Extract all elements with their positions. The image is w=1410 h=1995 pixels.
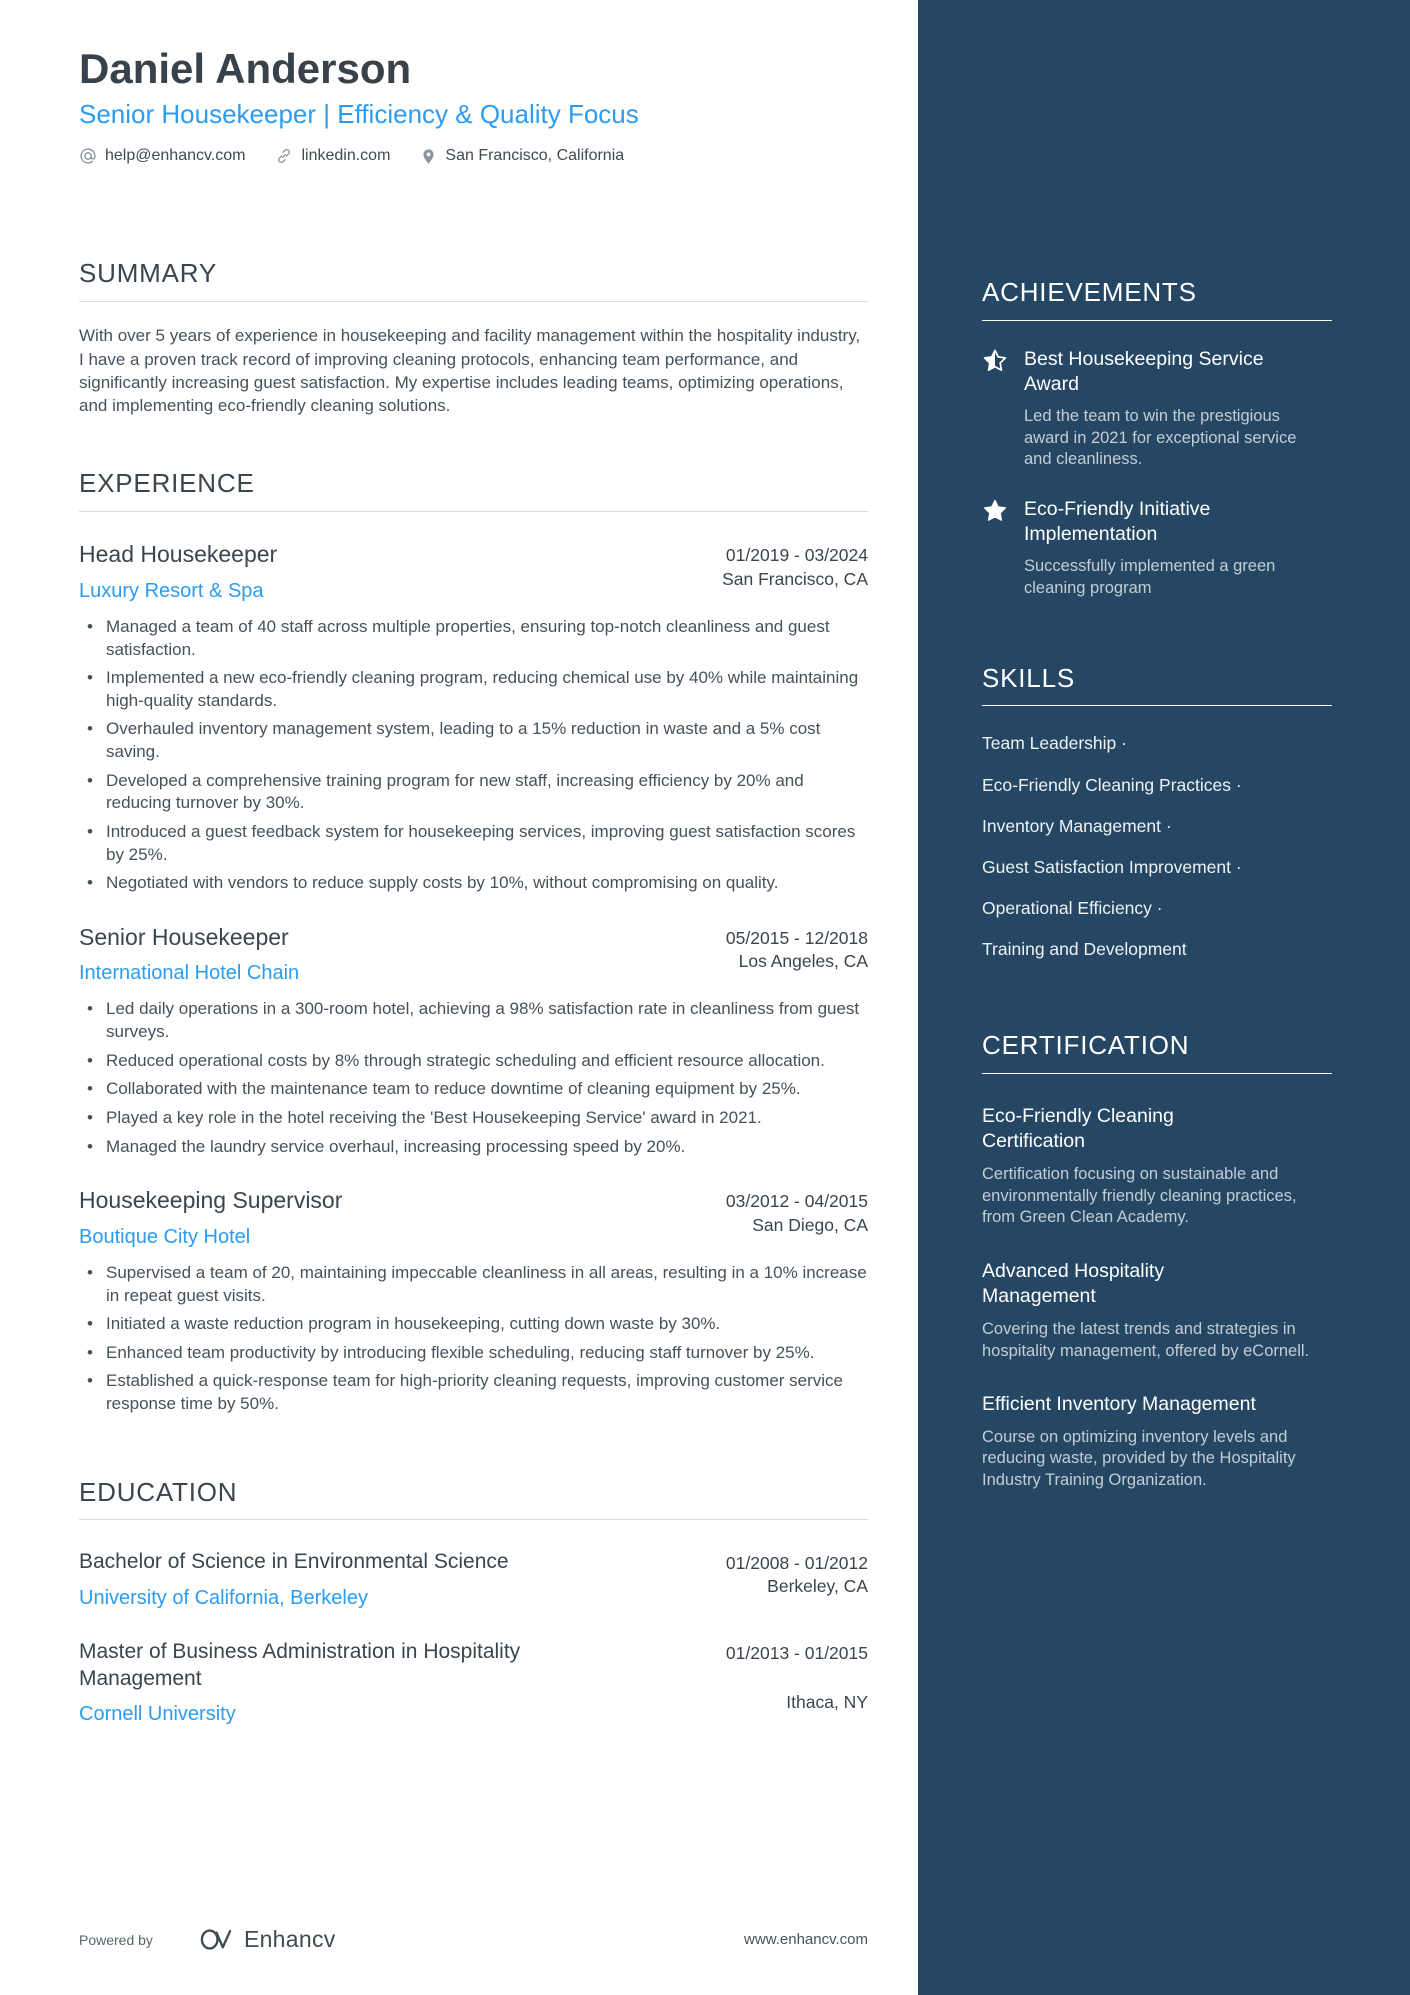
- skills-heading: SKILLS: [982, 664, 1332, 707]
- achievement-title: Eco-Friendly Initiative Implementation: [1024, 498, 1211, 546]
- degree: Bachelor of Science in Environmental Science: [79, 1550, 509, 1574]
- at-icon: [79, 147, 97, 165]
- location-pin-icon: [420, 148, 437, 165]
- achievement-text: [1024, 347, 1304, 471]
- brand-name: Enhancv: [243, 1926, 336, 1952]
- degree: Master of Business Administration in Hospitality Management: [79, 1639, 521, 1691]
- education-location: Berkeley, CA: [767, 1575, 868, 1596]
- school-link[interactable]: Cornell University: [79, 1703, 236, 1726]
- bullet-item: • Established a quick-response team for high-priority cleaning requests, improving customer service response time by 50%.: [79, 1370, 868, 1415]
- job-entry: [79, 540, 868, 894]
- certification-description: Course on optimizing inventory levels and reducing waste, provided by the Hospitality Industry Training Organization.: [982, 1427, 1296, 1490]
- bullet-item: • Introduced a guest feedback system for housekeeping services, improving guest satisfaction scores by 25%.: [79, 821, 868, 866]
- summary-section: [79, 259, 868, 417]
- star-half-icon: [982, 348, 1008, 374]
- skill-item: Team Leadership ·: [982, 733, 1127, 754]
- bullet-item: • Developed a comprehensive training program for new staff, increasing efficiency by 20% and reducing turnover by 30%.: [79, 770, 868, 815]
- experience-section: [79, 469, 868, 1421]
- bullet-item: • Managed the laundry service overhaul, increasing processing speed by 20%.: [79, 1136, 868, 1159]
- education-school-row: [79, 1692, 868, 1726]
- school-link[interactable]: University of California, Berkeley: [79, 1586, 368, 1609]
- company-link[interactable]: Boutique City Hotel: [79, 1225, 251, 1248]
- achievement-item: [982, 497, 1332, 599]
- bullet-item: • Collaborated with the maintenance team to reduce downtime of cleaning equipment by 25%.: [79, 1078, 868, 1101]
- bullet-item: • Overhauled inventory management system, leading to a 15% reduction in waste and a 5% cost saving.: [79, 718, 868, 763]
- job-dates: 01/2019 - 03/2024: [725, 545, 868, 566]
- achievements-heading: ACHIEVEMENTS: [982, 278, 1332, 321]
- header: [79, 46, 868, 165]
- job-company-row: [79, 951, 868, 985]
- bullet-item: • Played a key role in the hotel receiving the 'Best Housekeeping Service' award in 2021.: [79, 1107, 868, 1130]
- contact-location: [420, 147, 624, 165]
- bullet-item: • Managed a team of 40 staff across multiple properties, ensuring top-notch cleanliness and guest satisfaction.: [79, 616, 868, 661]
- skill-item: Guest Satisfaction Improvement ·: [982, 856, 1242, 877]
- job-location: San Diego, CA: [752, 1214, 868, 1235]
- powered-by-label: Powered by: [79, 1931, 153, 1948]
- job-position: Senior Housekeeper: [79, 923, 289, 950]
- job-title-row: [79, 540, 868, 569]
- bullet-item: • Implemented a new eco-friendly cleaning program, reducing chemical use by 40% while maintaining high-quality standards.: [79, 667, 868, 712]
- certification-description: Certification focusing on sustainable and environmentally friendly cleaning practices, from Green Clean Academy.: [982, 1164, 1297, 1227]
- education-title-row: [79, 1548, 868, 1575]
- person-name: Daniel Anderson: [79, 45, 412, 92]
- education-dates: 01/2008 - 01/2012: [725, 1553, 868, 1574]
- link-icon: [275, 147, 293, 165]
- job-bullets: [79, 1262, 868, 1416]
- skills-section: [982, 664, 1332, 960]
- achievement-title: Best Housekeeping Service Award: [1024, 347, 1264, 395]
- job-dates: 05/2015 - 12/2018: [725, 927, 868, 948]
- job-location: San Francisco, CA: [722, 569, 868, 590]
- education-school-row: [79, 1576, 868, 1610]
- job-bullets: [79, 998, 868, 1158]
- bullet-item: • Supervised a team of 20, maintaining impeccable cleanliness in all areas, resulting in a 10% increase in repeat guest visits.: [79, 1262, 868, 1307]
- achievement-description: Led the team to win the prestigious award in 2021 for exceptional service and cleanliness.: [1024, 406, 1297, 469]
- job-dates: 03/2012 - 04/2015: [725, 1191, 868, 1212]
- education-dates: 01/2013 - 01/2015: [725, 1642, 868, 1663]
- education-location: Ithaca, NY: [786, 1692, 868, 1713]
- job-position: Head Housekeeper: [79, 541, 278, 568]
- summary-heading: SUMMARY: [79, 259, 868, 302]
- experience-heading: EXPERIENCE: [79, 469, 868, 512]
- headline: Senior Housekeeper | Efficiency & Quality Focus: [79, 99, 639, 130]
- job-entry: [79, 923, 868, 1158]
- certification-title: Efficient Inventory Management: [982, 1393, 1256, 1416]
- achievement-description: Successfully implemented a green cleaning program: [1024, 557, 1276, 597]
- footer: [79, 1926, 868, 1953]
- contact-link: [275, 147, 390, 165]
- achievement-item: [982, 347, 1332, 471]
- summary-text: With over 5 years of experience in housekeeping and facility management within the hospitality industry, I have a proven track record of improving cleaning protocols, enhancing team performance, and significantly increasing guest satisfaction. My expertise includes leading teams, optimizing operations, and implementing eco-friendly cleaning solutions.: [79, 326, 861, 416]
- contact-row: [79, 147, 868, 165]
- star-icon: [982, 498, 1008, 524]
- job-company-row: [79, 1215, 868, 1249]
- certification-description: Covering the latest trends and strategies in hospitality management, offered by eCornell.: [982, 1319, 1310, 1360]
- certification-heading: CERTIFICATION: [982, 1031, 1332, 1074]
- education-entry: [79, 1638, 868, 1727]
- contact-email: [79, 147, 245, 165]
- skill-item: Operational Efficiency ·: [982, 897, 1163, 918]
- certification-item: [982, 1104, 1332, 1229]
- certification-section: [982, 1031, 1332, 1492]
- certification-title: Advanced Hospitality Management: [982, 1260, 1165, 1308]
- job-title-row: [79, 923, 868, 952]
- site-url[interactable]: www.enhancv.com: [744, 1931, 868, 1948]
- location-text: San Francisco, California: [445, 147, 625, 165]
- certification-item: [982, 1392, 1332, 1492]
- education-title-row: [79, 1638, 868, 1693]
- skills-list: [982, 733, 1332, 959]
- certification-item: [982, 1259, 1332, 1362]
- company-link[interactable]: International Hotel Chain: [79, 962, 300, 985]
- enhancv-logo-icon: [199, 1927, 233, 1952]
- company-link[interactable]: Luxury Resort & Spa: [79, 580, 264, 603]
- job-entry: [79, 1186, 868, 1415]
- bullet-item: • Reduced operational costs by 8% through strategic scheduling and efficient resource allocation.: [79, 1050, 868, 1073]
- job-bullets: [79, 616, 868, 895]
- education-heading: EDUCATION: [79, 1478, 868, 1521]
- education-entry: [79, 1548, 868, 1609]
- achievements-section: [982, 278, 1332, 600]
- bullet-item: • Led daily operations in a 300-room hotel, achieving a 98% satisfaction rate in cleanliness from guest surveys.: [79, 998, 868, 1043]
- email-text[interactable]: help@enhancv.com: [105, 147, 246, 165]
- enhancv-brand[interactable]: [199, 1926, 336, 1953]
- skill-item: Training and Development: [982, 939, 1187, 960]
- certification-title: Eco-Friendly Cleaning Certification: [982, 1105, 1174, 1153]
- bullet-item: • Negotiated with vendors to reduce supply costs by 10%, without compromising on quality.: [79, 872, 868, 895]
- job-position: Housekeeping Supervisor: [79, 1187, 343, 1214]
- education-section: [79, 1478, 868, 1727]
- bullet-item: • Initiated a waste reduction program in housekeeping, cutting down waste by 30%.: [79, 1313, 868, 1336]
- job-location: Los Angeles, CA: [738, 951, 868, 972]
- skill-item: Eco-Friendly Cleaning Practices ·: [982, 774, 1242, 795]
- job-company-row: [79, 569, 868, 603]
- achievement-text: [1024, 497, 1304, 599]
- job-title-row: [79, 1186, 868, 1215]
- sidebar: [918, 0, 1410, 1995]
- link-text[interactable]: linkedin.com: [301, 147, 391, 165]
- bullet-item: • Enhanced team productivity by introducing flexible scheduling, reducing staff turnover by 25%.: [79, 1342, 868, 1365]
- skill-item: Inventory Management ·: [982, 815, 1172, 836]
